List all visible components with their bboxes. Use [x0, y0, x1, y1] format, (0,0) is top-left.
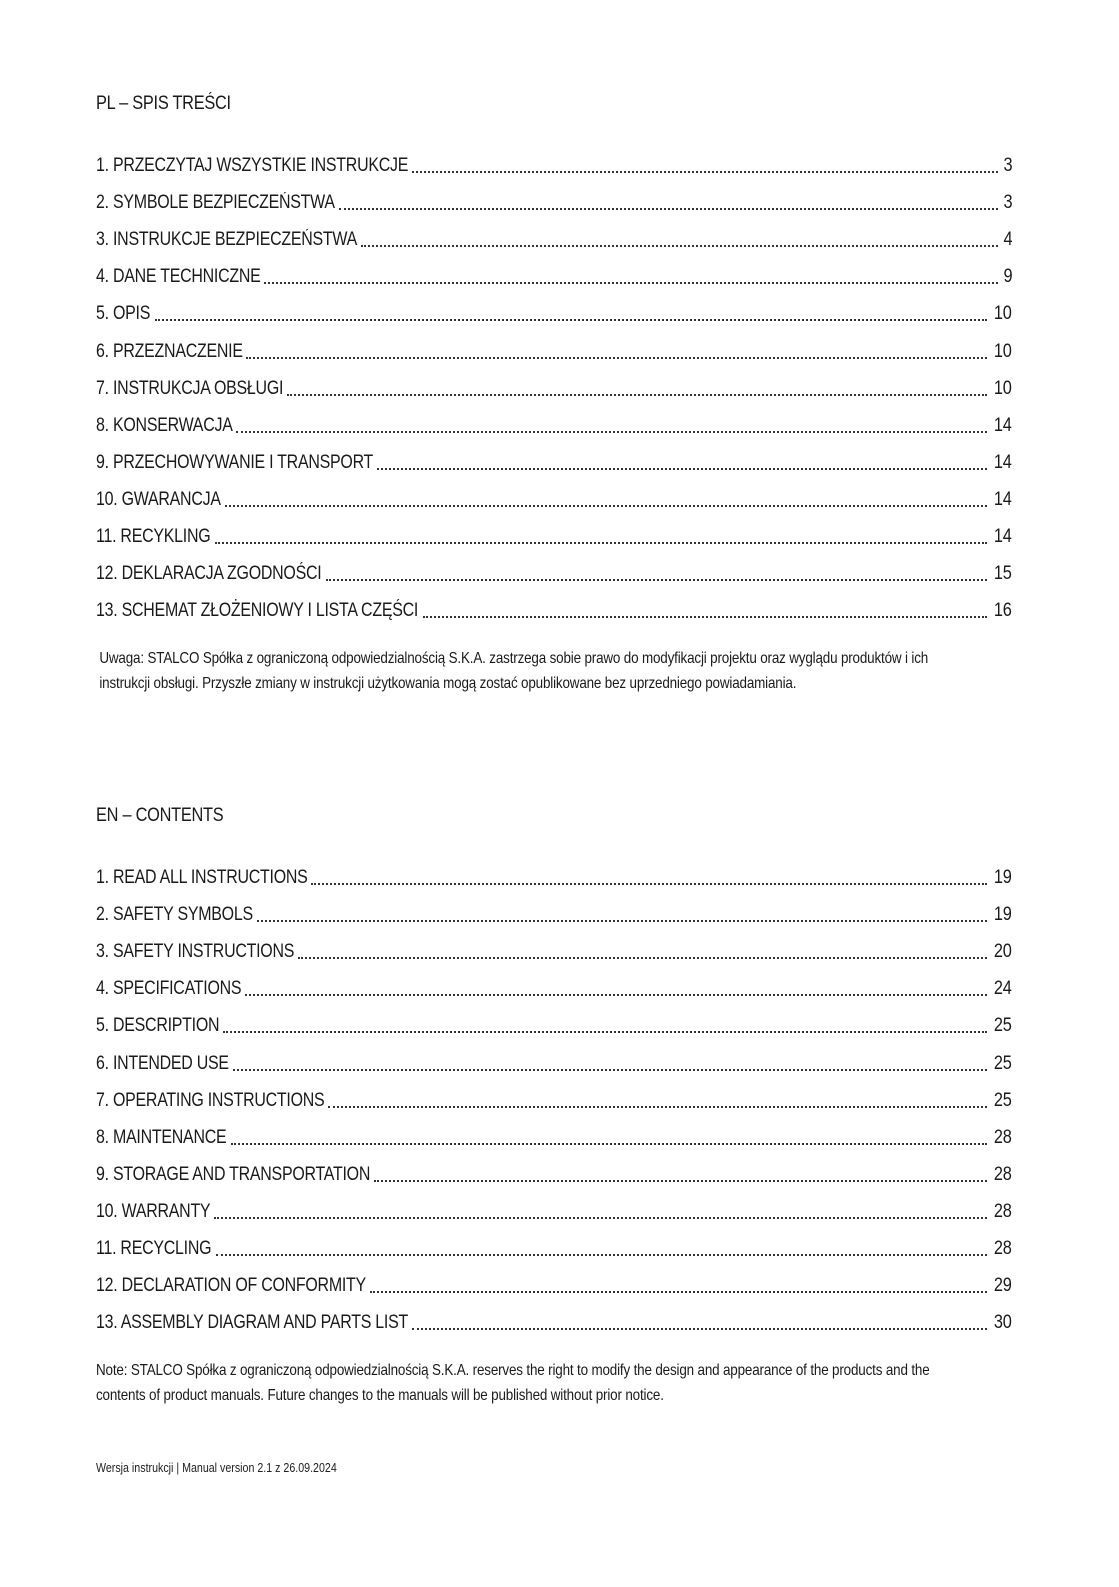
dot-leader — [361, 244, 998, 247]
toc-entry-title: 3. SAFETY INSTRUCTIONS — [96, 941, 295, 963]
dot-leader — [377, 467, 988, 470]
dot-leader — [412, 1327, 987, 1330]
toc-entry[interactable] — [96, 476, 1012, 513]
toc-entry-page-number: 16 — [994, 600, 1012, 622]
dot-leader — [233, 1068, 988, 1071]
toc-entry-page-number: 25 — [994, 1089, 1012, 1111]
dot-leader — [374, 1179, 987, 1182]
toc-section-en — [96, 800, 1012, 1408]
toc-entry-page-number: 29 — [994, 1275, 1012, 1297]
toc-entry[interactable] — [96, 1188, 1012, 1225]
dot-leader — [231, 1142, 988, 1145]
toc-entry-page-number: 25 — [994, 1052, 1012, 1074]
toc-entry-page-number: 19 — [994, 904, 1012, 926]
dot-leader — [370, 1290, 987, 1293]
toc-entry-page-number: 9 — [1003, 266, 1012, 288]
toc-entry-page-number: 28 — [994, 1126, 1012, 1148]
toc-entry-title: 1. PRZECZYTAJ WSZYSTKIE INSTRUKCJE — [96, 155, 409, 177]
toc-entry-page-number: 14 — [994, 526, 1012, 548]
toc-entry-title: 7. INSTRUKCJA OBSŁUGI — [96, 377, 284, 399]
note-pl-line-2: instrukcji obsługi. Przyszłe zmiany w instrukcji użytkowania mogą zostać opublikowane bez uprzedniego powiadamiania. — [99, 675, 797, 693]
toc-entry-title: 5. DESCRIPTION — [96, 1015, 220, 1037]
toc-entry[interactable] — [96, 1077, 1012, 1114]
toc-entry[interactable] — [96, 216, 1012, 253]
toc-entry-title: 13. SCHEMAT ZŁOŻENIOWY I LISTA CZĘŚCI — [96, 600, 419, 622]
dot-leader — [223, 1030, 987, 1033]
toc-entry-title: 7. OPERATING INSTRUCTIONS — [96, 1089, 325, 1111]
toc-entry-page-number: 28 — [994, 1200, 1012, 1222]
toc-entry-title: 12. DEKLARACJA ZGODNOŚCI — [96, 563, 322, 585]
dot-leader — [287, 393, 987, 396]
toc-entry-title: 13. ASSEMBLY DIAGRAM AND PARTS LIST — [96, 1312, 408, 1334]
toc-entry-title: 10. GWARANCJA — [96, 488, 221, 510]
toc-entry[interactable] — [96, 253, 1012, 290]
toc-list-pl — [96, 142, 1012, 624]
toc-entry-page-number: 4 — [1003, 229, 1012, 251]
toc-entry-page-number: 10 — [994, 303, 1012, 325]
dot-leader — [225, 504, 987, 507]
toc-entry-page-number: 10 — [994, 340, 1012, 362]
toc-entry[interactable] — [96, 1114, 1012, 1151]
toc-entry[interactable] — [96, 854, 1012, 891]
toc-entry-title: 10. WARRANTY — [96, 1200, 211, 1222]
dot-leader — [214, 1216, 987, 1219]
dot-leader — [257, 919, 988, 922]
note-en — [96, 1358, 1012, 1408]
toc-entry-title: 9. PRZECHOWYWANIE I TRANSPORT — [96, 451, 374, 473]
toc-entry[interactable] — [96, 587, 1012, 624]
note-en-line-2: contents of product manuals. Future changes to the manuals will be published without prior notice. — [96, 1387, 664, 1405]
toc-entry-title: 4. DANE TECHNICZNE — [96, 266, 261, 288]
note-en-line-1: Note: STALCO Spółka z ograniczoną odpowiedzialnością S.K.A. reserves the right to modify the design and appearance of the products and the — [96, 1362, 930, 1380]
toc-entry-title: 1. READ ALL INSTRUCTIONS — [96, 867, 308, 889]
toc-entry[interactable] — [96, 1225, 1012, 1262]
dot-leader — [326, 578, 988, 581]
dot-leader — [216, 1253, 988, 1256]
toc-entry-page-number: 25 — [994, 1015, 1012, 1037]
dot-leader — [215, 541, 988, 544]
dot-leader — [311, 882, 987, 885]
toc-entry[interactable] — [96, 402, 1012, 439]
dot-leader — [155, 318, 988, 321]
toc-section-pl — [96, 88, 1012, 696]
toc-entry[interactable] — [96, 327, 1012, 364]
toc-entry-title: 3. INSTRUKCJE BEZPIECZEŃSTWA — [96, 229, 358, 251]
toc-entry-page-number: 10 — [994, 377, 1012, 399]
toc-heading-en: EN – CONTENTS — [96, 805, 224, 826]
note-pl — [96, 646, 1015, 696]
dot-leader — [264, 281, 997, 284]
toc-entry-page-number: 3 — [1003, 192, 1012, 214]
toc-entry-page-number: 15 — [994, 563, 1012, 585]
toc-entry[interactable] — [96, 1262, 1012, 1299]
toc-entry-page-number: 24 — [994, 978, 1012, 1000]
dot-leader — [339, 207, 998, 210]
toc-entry-title: 5. OPIS — [96, 303, 151, 325]
toc-entry-title: 2. SAFETY SYMBOLS — [96, 904, 253, 926]
toc-entry-page-number: 3 — [1003, 155, 1012, 177]
toc-entry-page-number: 28 — [994, 1238, 1012, 1260]
toc-entry-title: 2. SYMBOLE BEZPIECZEŃSTWA — [96, 192, 335, 214]
toc-entry-title: 9. STORAGE AND TRANSPORTATION — [96, 1163, 371, 1185]
dot-leader — [412, 170, 998, 173]
toc-entry[interactable] — [96, 965, 1012, 1002]
dot-leader — [423, 615, 988, 618]
dot-leader — [246, 356, 987, 359]
toc-entry[interactable] — [96, 891, 1012, 928]
toc-entry-title: 6. INTENDED USE — [96, 1052, 229, 1074]
dot-leader — [328, 1105, 987, 1108]
toc-entry[interactable] — [96, 550, 1012, 587]
toc-entry-page-number: 14 — [994, 488, 1012, 510]
dot-leader — [236, 430, 987, 433]
toc-entry-page-number: 20 — [994, 941, 1012, 963]
dot-leader — [245, 993, 987, 996]
toc-entry-page-number: 28 — [994, 1163, 1012, 1185]
toc-entry[interactable] — [96, 290, 1012, 327]
toc-entry[interactable] — [96, 439, 1012, 476]
dot-leader — [298, 956, 987, 959]
toc-entry-title: 8. MAINTENANCE — [96, 1126, 227, 1148]
toc-entry-title: 12. DECLARATION OF CONFORMITY — [96, 1275, 366, 1297]
toc-entry[interactable] — [96, 928, 1012, 965]
toc-entry-title: 4. SPECIFICATIONS — [96, 978, 242, 1000]
toc-list-en — [96, 854, 1012, 1336]
toc-entry[interactable] — [96, 1299, 1012, 1336]
toc-entry-title: 6. PRZEZNACZENIE — [96, 340, 243, 362]
toc-entry-page-number: 14 — [994, 451, 1012, 473]
toc-entry[interactable] — [96, 142, 1012, 179]
toc-entry-title: 11. RECYKLING — [96, 526, 211, 548]
toc-entry-page-number: 30 — [994, 1312, 1012, 1334]
toc-entry[interactable] — [96, 1151, 1012, 1188]
toc-entry[interactable] — [96, 1039, 1012, 1076]
toc-entry-title: 8. KONSERWACJA — [96, 414, 233, 436]
toc-entry[interactable] — [96, 1002, 1012, 1039]
toc-heading-pl: PL – SPIS TREŚCI — [96, 93, 231, 114]
toc-entry-page-number: 19 — [994, 867, 1012, 889]
toc-entry-page-number: 14 — [994, 414, 1012, 436]
note-pl-line-1: Uwaga: STALCO Spółka z ograniczoną odpowiedzialnością S.K.A. zastrzega sobie prawo do modyfikacji projektu oraz wyglądu produktów i ich — [99, 650, 929, 668]
toc-entry[interactable] — [96, 513, 1012, 550]
toc-entry[interactable] — [96, 365, 1012, 402]
toc-entry[interactable] — [96, 179, 1012, 216]
toc-entry-title: 11. RECYCLING — [96, 1238, 212, 1260]
manual-version-footer: Wersja instrukcji | Manual version 2.1 z 26.09.2024 — [96, 1460, 337, 1475]
